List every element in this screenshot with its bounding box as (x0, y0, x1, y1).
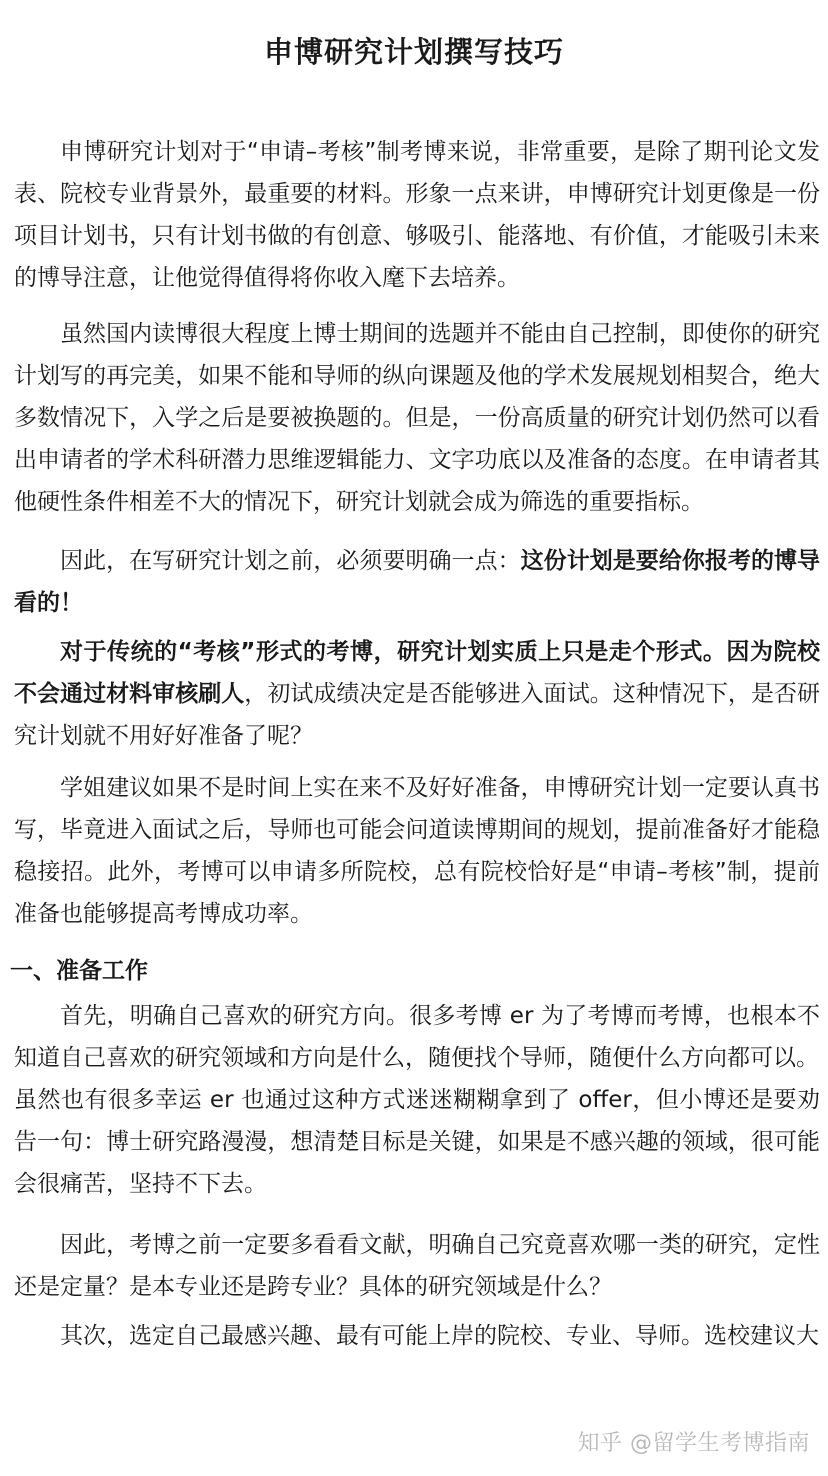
traditional-emphasis: 对于传统的“考核”形式的考博，研究计划实质上只是走个形式。因为院校不会通过材料审核刷人 (14, 639, 820, 707)
page-title: 申博研究计划撰写技巧 (263, 35, 564, 69)
key-point-emphasis: 这份计划是要给你报考的博导看的！ (14, 548, 820, 616)
paragraph-key-point (14, 540, 820, 624)
key-point-text: 因此，在写研究计划之前，必须要明确一点： (60, 548, 521, 574)
paragraph-intro: 申博研究计划对于“申请–考核”制考博来说，非常重要，是除了期刊论文发表、院校专业背景外，最重要的材料。形象一点来讲，申博研究计划更像是一份项目计划书，只有计划书做的有创意、够吸引、能落地、有价值，才能吸引未来的博导注意，让他觉得值得将你收入麾下去培养。 (14, 139, 820, 291)
watermark: 知乎 @留学生考博指南 (577, 1431, 810, 1456)
traditional-text: ，初试成绩决定是否能够进入面试。这种情况下，是否研究计划就不用好好准备了呢？ (14, 681, 821, 749)
paragraph-traditional (14, 631, 820, 757)
section-heading-preparation: 一、准备工作 (10, 958, 148, 984)
paragraph-advice: 学姐建议如果不是时间上实在来不及好好准备，申博研究计划一定要认真书写，毕竟进入面试之后，导师也可能会问道读博期间的规划，提前准备好才能稳稳接招。此外，考博可以申请多所院校，总有院校恰好是“申请–考核”制，提前准备也能够提高考博成功率。 (14, 775, 820, 927)
paragraph-lucky: 虽然也有很多幸运 er 也通过这种方式迷迷糊糊拿到了 offer，但小博还是要劝告一句：博士研究路漫漫，想清楚目标是关键，如果是不感兴趣的领域，很可能会很痛苦，坚持不下去。 (14, 1087, 820, 1197)
paragraph-domestic: 虽然国内读博很大程度上博士期间的选题并不能由自己控制，即使你的研究计划写的再完美，如果不能和导师的纵向课题及他的学术发展规划相契合，绝大多数情况下，入学之后是要被换题的。但是，一份高质量的研究计划仍然可以看出申请者的学术科研潜力思维逻辑能力、文字功底以及准备的态度。在申请者其他硬性条件相差不大的情况下，研究计划就会成为筛选的重要指标。 (14, 321, 820, 515)
paragraph-selection: 其次，选定自己最感兴趣、最有可能上岸的院校、专业、导师。选校建议大 (60, 1323, 819, 1349)
paragraph-direction: 首先，明确自己喜欢的研究方向。很多考博 er 为了考博而考博，也根本不知道自己喜欢的研究领域和方向是什么，随便找个导师，随便什么方向都可以。 (14, 1003, 820, 1071)
paragraph-literature: 因此，考博之前一定要多看看文献，明确自己究竟喜欢哪一类的研究，定性还是定量？是本专业还是跨专业？具体的研究领域是什么？ (14, 1232, 820, 1300)
